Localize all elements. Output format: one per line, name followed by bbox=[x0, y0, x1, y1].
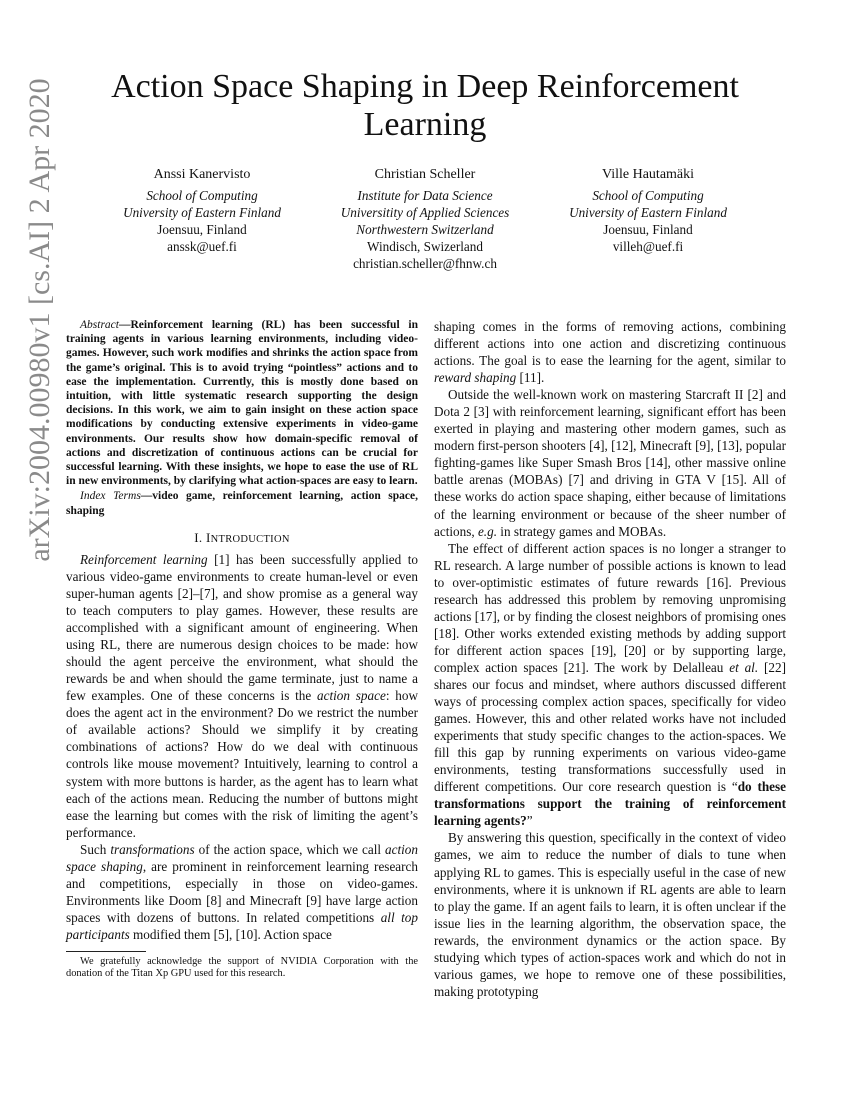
author-name: Anssi Kanervisto bbox=[153, 167, 251, 182]
author-department: Institute for Data Science bbox=[357, 188, 493, 203]
author-email: christian.scheller@fhnw.ch bbox=[353, 256, 497, 271]
paragraph: By answering this question, specifically in the context of video games, we aim to reduce the number of dials to tune when applying RL to games. This is especially useful in the case of new environments, where it is unknown if RL agents are able to learn to play the game. If an agent fails to learn, it is often unclear if the issue lies in the learning algorithm, the observation space, the rewards, the environment dynamics or the action space. By studying which types of action-spaces work and which do not in various games, we hope to remove one of these possibilities, making prototyping bbox=[434, 830, 786, 999]
author-department: School of Computing bbox=[146, 188, 258, 203]
author-university: University of Eastern Finland bbox=[569, 205, 727, 220]
abstract-text: —Reinforcement learning (RL) has been successful in training agents in various learning environments, including video-games. However, such work modifies and shrinks the action space from the game’s original. This is to avoid trying “pointless” actions and to ease the implementation. Currently, this is mostly done based on intuition, with little systematic research supporting the design decisions. In this work, we aim to gain insight on these action space modifications by conducting extensive experiments in video-game environments. Our results show how domain-specific removal of actions and discretization of continuous actions can be crucial for successful learning. With these insights, we hope to ease the use of RL in new environments, by clarifying what action-spaces are easy to learn. bbox=[66, 319, 418, 488]
left-column bbox=[66, 318, 418, 981]
arxiv-stamp: arXiv:2004.00980v1 [cs.AI] 2 Apr 2020 bbox=[23, 78, 56, 562]
author-city: Joensuu, Finland bbox=[603, 222, 693, 237]
author-block bbox=[533, 166, 763, 255]
paragraph: Outside the well-known work on mastering Starcraft II [2] and Dota 2 [3] with reinforcement learning, significant effort has been exerted in playing and mastering other modern games, such as modern first-person shooters [4], [12], Minecraft [9], [13], popular fighting-games like Super Smash Bros [14], other massive online battle arenas (MOBAs) [7] and driving in GTA V [15]. All of these works do action space shaping, either because of limitations of the learning environment or because of the sheer number of actions, e.g. in strategy games and MOBAs. bbox=[434, 387, 786, 539]
author-university-extra: Northwestern Switzerland bbox=[356, 222, 494, 237]
author-name: Ville Hautamäki bbox=[601, 167, 695, 182]
paragraph: Reinforcement learning [1] has been successfully applied to various video-game environments to create human-level or even super-human agents [2]–[7], and show promise as a general way to teach computers to play games. However, these results are accomplished with a significant amount of engineering. When using RL, there are numerous design choices to be made: how should the agent perceive the environment, what should the rewards be and when should the game terminate, just to name a few examples. One of these concerns is the action space: how does the agent act in the environment? Do we restrict the number of available actions? Should we simplify it by creating combinations of actions? How do we deal with continuous controls like mouse movement? Intuitively, learning to control a system with more buttons is harder, as the agent has to learn what each of the actions mean. Reducing the number of buttons might ease the learning but comes with the risk of limiting the agent’s performance. bbox=[66, 551, 418, 840]
right-column bbox=[434, 318, 786, 1000]
abstract-label: Abstract bbox=[80, 319, 119, 331]
paper-title: Action Space Shaping in Deep Reinforcement Learning bbox=[111, 68, 739, 143]
paragraph: The effect of different action spaces is no longer a stranger to RL research. A large number of possible actions is known to lead to over-optimistic estimates of future rewards [16]. Previous research has addressed this problem by removing unpromising actions [17], or by finding the closest neighbors of promising ones [18]. Other works extended existing methods by adding support for different action spaces [19], [20] or by supporting large, complex action spaces [21]. The work by Delalleau et al. [22] shares our focus and mindset, where authors discussed different ways of processing complex action spaces, specifically for video games. However, this and other related works have not included experiments that study specific changes to the action-spaces. We fill this gap by running experiments on various video-game environments, testing transformations successfully used in different competitions. Our core research question is “do these transformations support the training of reinforcement learning agents?” bbox=[434, 540, 787, 829]
index-terms-text: —video game, reinforcement learning, action space, shaping bbox=[66, 490, 418, 517]
author-city: Windisch, Swizerland bbox=[367, 239, 483, 254]
section-heading: I. INTRODUCTION bbox=[194, 529, 290, 545]
author-name: Christian Scheller bbox=[374, 167, 476, 182]
author-block bbox=[310, 166, 540, 272]
index-terms-label: Index Terms bbox=[80, 490, 141, 503]
author-email: villeh@uef.fi bbox=[612, 239, 684, 254]
author-email: anssk@uef.fi bbox=[167, 239, 237, 254]
author-university: Universitity of Applied Sciences bbox=[340, 205, 510, 220]
author-block bbox=[87, 166, 317, 255]
footnote-rule bbox=[66, 951, 146, 952]
paragraph: Such transformations of the action space, which we call action space shaping, are prominent in reinforcement learning research and competitions, especially in those on video-games. Environments like Doom [8] and Minecraft [9] have large action spaces with dozens of buttons. In related competitions all top participants modified them [5], [10]. Action space bbox=[66, 841, 418, 942]
author-university: University of Eastern Finland bbox=[123, 205, 281, 220]
author-city: Joensuu, Finland bbox=[157, 222, 247, 237]
index-terms bbox=[66, 489, 418, 517]
abstract bbox=[66, 318, 418, 488]
author-department: School of Computing bbox=[592, 188, 704, 203]
footnote: We gratefully acknowledge the support of NVIDIA Corporation with the donation of the Titan Xp GPU used for this research. bbox=[66, 955, 418, 980]
paragraph: shaping comes in the forms of removing actions, combining different actions into one action and discretizing continuous actions. The goal is to ease the learning for the agent, similar to reward shaping [11]. bbox=[434, 319, 786, 386]
